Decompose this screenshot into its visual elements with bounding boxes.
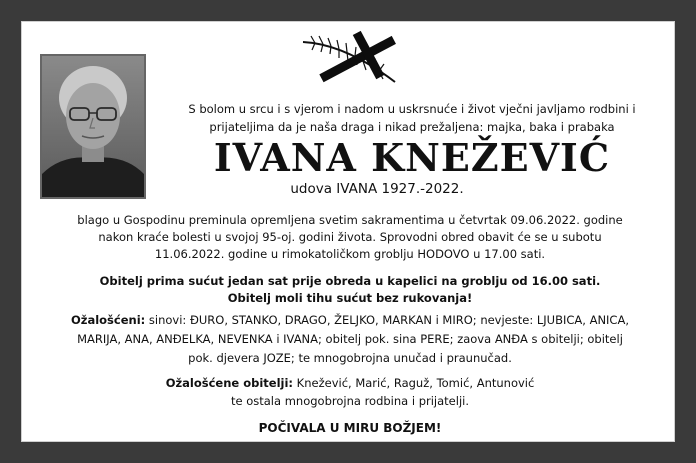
mourners-text-1: sinovi: ĐURO, STANKO, DRAGO, ŽELJKO, MARKAN i MIRO; nevjeste: LJUBICA, ANICA, bbox=[145, 313, 629, 327]
closing-blessing: POČIVALA U MIRU BOŽJEM! bbox=[258, 421, 442, 435]
notice-line-2: Obitelj moli tihu sućut bez rukovanja! bbox=[227, 291, 473, 305]
cross-with-palm-branch-icon bbox=[295, 30, 405, 94]
condolence-notice bbox=[48, 273, 652, 307]
obituary-card bbox=[21, 21, 675, 442]
families-list bbox=[48, 374, 652, 410]
announcement-intro bbox=[162, 100, 662, 136]
families-line-2: te ostala mnogobrojna rodbina i prijatelji. bbox=[230, 394, 470, 408]
intro-line-1: S bolom u srcu i s vjerom i nadom u uskrsnuće i život vječni javljamo rodbini i bbox=[188, 102, 636, 116]
death-announcement-text bbox=[48, 212, 652, 263]
deceased-subtitle: udova IVANA 1927.-2022. bbox=[290, 181, 464, 197]
body-line-1: blago u Gospodinu preminula opremljena svetim sakramentima u četvrtak 09.06.2022. godine bbox=[77, 213, 623, 227]
mourners-line-2: MARIJA, ANA, ANĐELKA, NEVENKA i IVANA; obitelj pok. sina PERE; zaova ANĐA s obitelji; obitelj bbox=[77, 332, 623, 346]
families-text-1: Knežević, Marić, Raguž, Tomić, Antunović bbox=[293, 376, 535, 390]
notice-line-1: Obitelj prima sućut jedan sat prije obreda u kapelici na groblju od 16.00 sati. bbox=[99, 274, 601, 288]
mourners-list bbox=[48, 311, 652, 368]
intro-line-2: prijateljima da je naša draga i nikad prežaljena: majka, baka i prabaka bbox=[209, 120, 615, 134]
deceased-name: IVANA KNEŽEVIĆ bbox=[213, 135, 611, 180]
portrait-image bbox=[42, 56, 144, 197]
body-line-3: 11.06.2022. godine u rimokatoličkom groblju HODOVO u 17.00 sati. bbox=[154, 247, 546, 261]
portrait-photo bbox=[40, 54, 146, 199]
body-line-2: nakon kraće bolesti u svojoj 95-oj. godini života. Sprovodni obred obavit će se u subotu bbox=[98, 230, 602, 244]
mourners-line-3: pok. djevera JOZE; te mnogobrojna unučad i praunučad. bbox=[188, 351, 512, 365]
mourners-line-1 bbox=[48, 311, 652, 330]
families-label: Ožalošćene obitelji: bbox=[165, 376, 294, 390]
families-line-1 bbox=[48, 374, 652, 392]
mourners-label: Ožalošćeni: bbox=[70, 313, 146, 327]
